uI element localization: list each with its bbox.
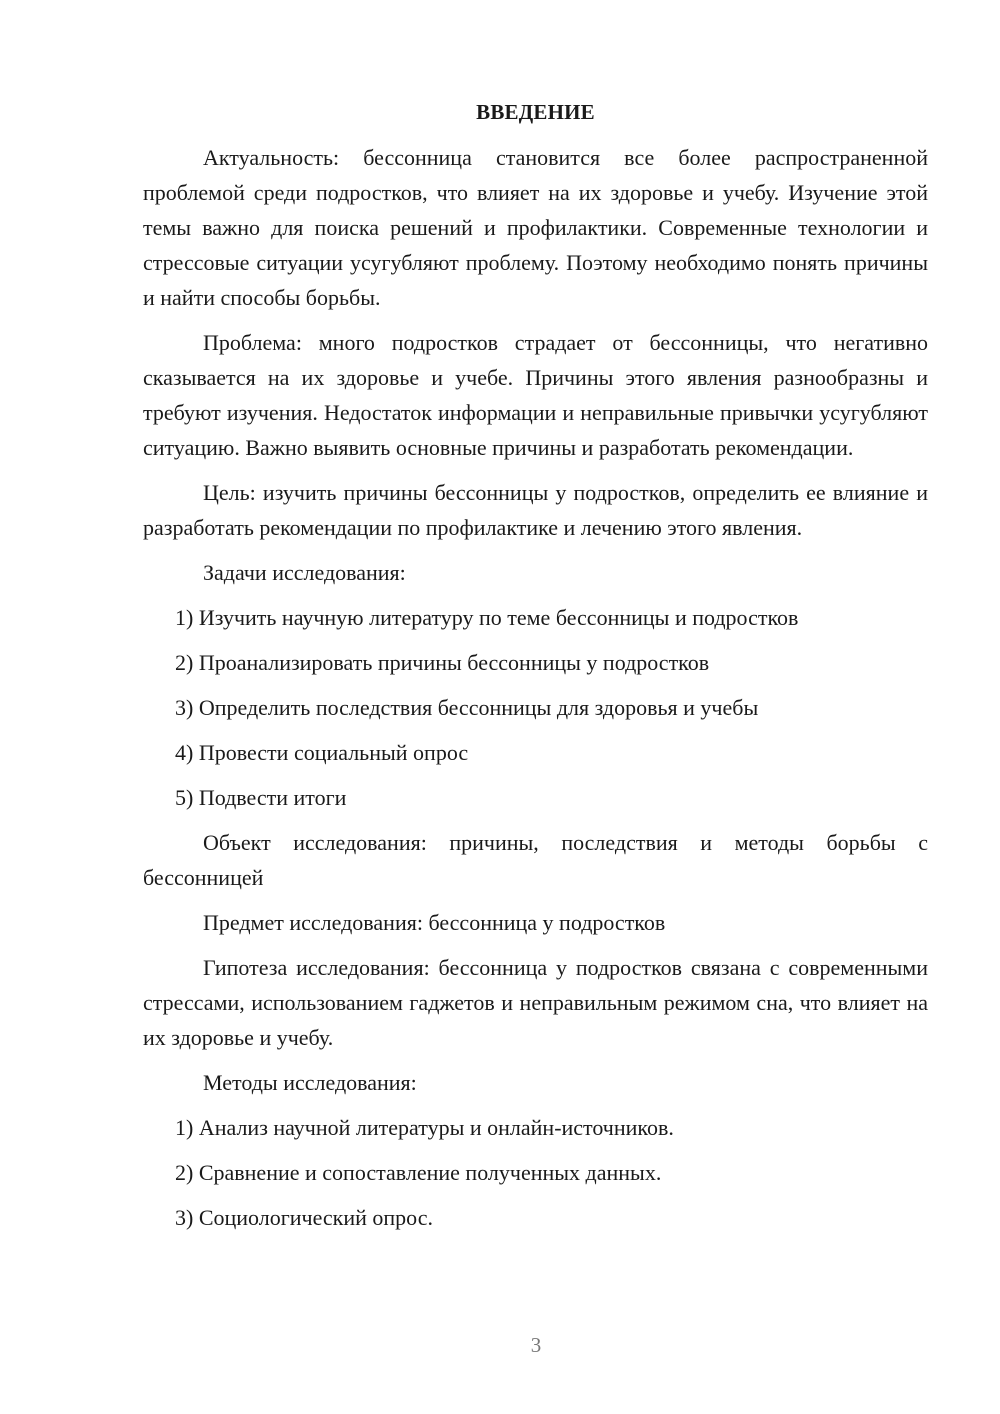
methods-heading: Методы исследования: [203, 1070, 417, 1095]
tasks-heading: Задачи исследования: [203, 560, 406, 585]
list-item: 1) Изучить научную литературу по теме бессонницы и подростков [175, 605, 799, 630]
paragraph-goal: Цель: изучить причины бессонницы у подростков, определить ее влияние и разработать рекомендации по профилактике и лечению этого явления. [143, 480, 928, 540]
paragraph-object: Объект исследования: причины, последствия и методы борьбы с бессонницей [143, 830, 928, 890]
list-item: 2) Сравнение и сопоставление полученных данных. [175, 1160, 662, 1185]
paragraph-hypothesis: Гипотеза исследования: бессонница у подростков связана с современными стрессами, использованием гаджетов и неправильным режимом сна, что влияет на их здоровье и учебу. [143, 955, 928, 1050]
page-number: 3 [530, 1333, 542, 1357]
paragraph-relevance: Актуальность: бессонница становится все более распространенной проблемой среди подростков, что влияет на их здоровье и учебу. Изучение этой темы важно для поиска решений и профилактики. Современные технологии и стрессовые ситуации усугубляют проблему. Поэтому необходимо понять причины и найти способы борьбы. [143, 145, 928, 310]
tasks-list [143, 600, 928, 815]
list-item: 2) Проанализировать причины бессонницы у подростков [175, 650, 710, 675]
list-item: 3) Социологический опрос. [175, 1205, 433, 1230]
methods-list [143, 1110, 928, 1235]
list-item: 4) Провести социальный опрос [175, 740, 469, 765]
document-title: ВВЕДЕНИЕ [476, 100, 595, 124]
list-item: 3) Определить последствия бессонницы для здоровья и учебы [175, 695, 759, 720]
list-item: 1) Анализ научной литературы и онлайн-источников. [175, 1115, 674, 1140]
list-item: 5) Подвести итоги [175, 785, 347, 810]
paragraph-subject: Предмет исследования: бессонница у подростков [203, 910, 666, 935]
paragraph-problem: Проблема: много подростков страдает от бессонницы, что негативно сказывается на их здоровье и учебе. Причины этого явления разнообразны и требуют изучения. Недостаток информации и неправильные привычки усугубляют ситуацию. Важно выявить основные причины и разработать рекомендации. [143, 330, 928, 460]
document-page [143, 96, 928, 1245]
